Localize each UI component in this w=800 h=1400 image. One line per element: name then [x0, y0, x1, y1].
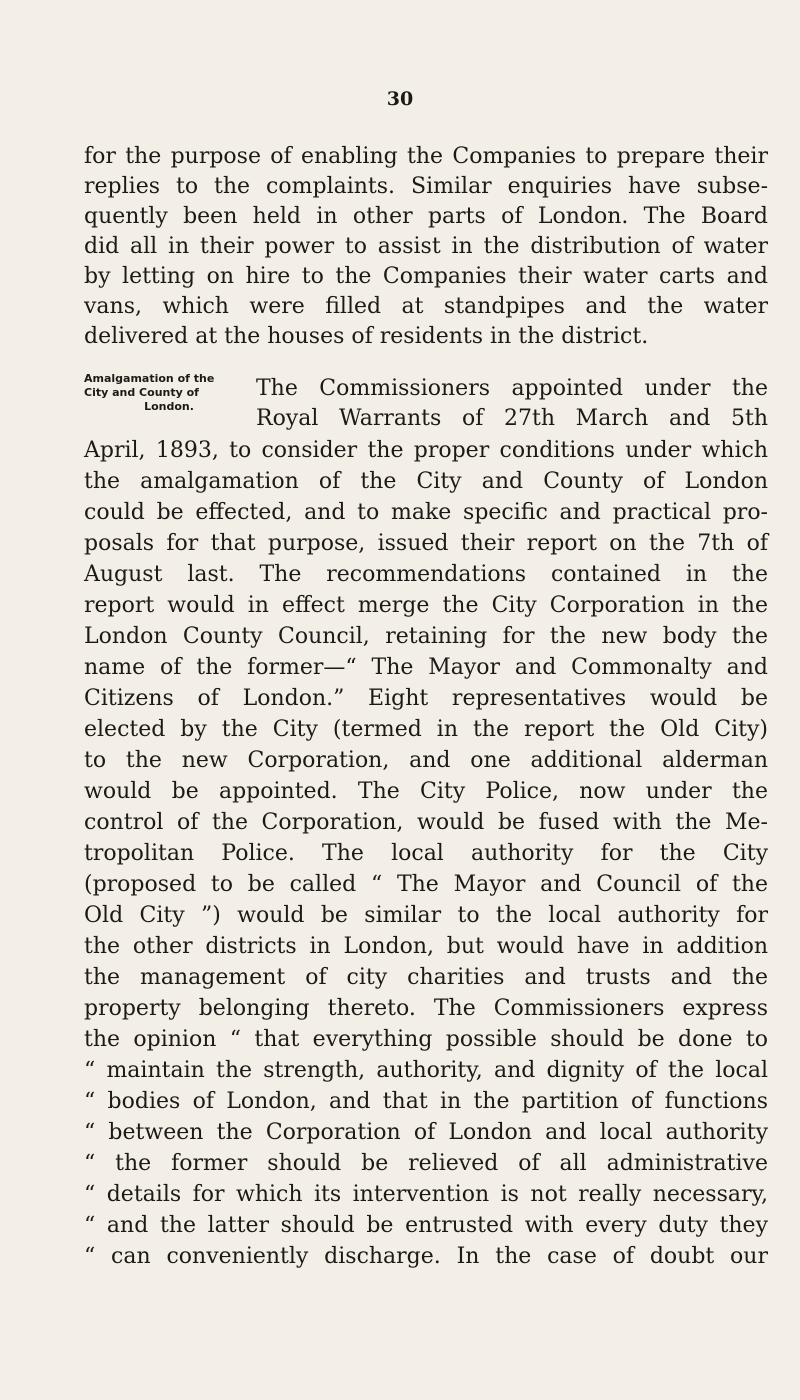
page-number: 30	[386, 88, 414, 110]
text-line: the management of city charities and trusts and the	[84, 965, 768, 990]
text-line: for the purpose of enabling the Companies to prepare their	[84, 144, 768, 169]
margin-note-line: London.	[144, 400, 194, 413]
text-line: Royal Warrants of 27th March and 5th	[256, 406, 768, 431]
text-line: “ can conveniently discharge. In the case of doubt our	[84, 1244, 768, 1269]
text-line: replies to the complaints. Similar enquiries have subse-	[84, 174, 768, 199]
text-line: elected by the City (termed in the report the Old City)	[84, 717, 768, 742]
text-line: could be effected, and to make specific and practical pro-	[84, 500, 768, 525]
text-line: vans, which were filled at standpipes and the water	[84, 294, 768, 319]
text-line: the other districts in London, but would have in addition	[84, 934, 768, 959]
text-line: control of the Corporation, would be fused with the Me-	[84, 810, 768, 835]
text-line: delivered at the houses of residents in the district.	[84, 324, 649, 349]
text-line: did all in their power to assist in the distribution of water	[84, 234, 768, 259]
text-line: April, 1893, to consider the proper conditions under which	[84, 438, 768, 463]
text-line: “ between the Corporation of London and local authority	[84, 1120, 768, 1145]
text-line: by letting on hire to the Companies their water carts and	[84, 264, 768, 289]
text-line: the amalgamation of the City and County of London	[84, 469, 768, 494]
text-line: Old City ”) would be similar to the local authority for	[84, 903, 768, 928]
text-line: the opinion “ that everything possible should be done to	[84, 1027, 768, 1052]
text-line: Citizens of London.” Eight representatives would be	[84, 686, 768, 711]
margin-note	[84, 372, 254, 414]
margin-note-line: Amalgamation of the	[84, 372, 215, 385]
text-line: would be appointed. The City Police, now under the	[84, 779, 768, 804]
text-line: to the new Corporation, and one additional alderman	[84, 748, 768, 773]
text-line: posals for that purpose, issued their report on the 7th of	[84, 531, 768, 556]
text-line: “ details for which its intervention is not really necessary,	[84, 1182, 768, 1207]
text-line: “ maintain the strength, authority, and dignity of the local	[84, 1058, 768, 1083]
text-line: property belonging thereto. The Commissioners express	[84, 996, 768, 1021]
text-line: (proposed to be called “ The Mayor and Council of the	[84, 872, 768, 897]
margin-note-line: City and County of	[84, 386, 199, 399]
text-line: quently been held in other parts of London. The Board	[84, 204, 768, 229]
text-line: name of the former—“ The Mayor and Commonalty and	[84, 655, 768, 680]
text-line: tropolitan Police. The local authority for the City	[84, 841, 768, 866]
text-line: “ the former should be relieved of all administrative	[84, 1151, 768, 1176]
text-line: report would in effect merge the City Corporation in the	[84, 593, 768, 618]
text-line: “ bodies of London, and that in the partition of functions	[84, 1089, 768, 1114]
text-line: “ and the latter should be entrusted with every duty they	[84, 1213, 768, 1238]
text-line: The Commissioners appointed under the	[256, 376, 768, 401]
text-line: London County Council, retaining for the new body the	[84, 624, 768, 649]
text-line: August last. The recommendations contained in the	[84, 562, 768, 587]
